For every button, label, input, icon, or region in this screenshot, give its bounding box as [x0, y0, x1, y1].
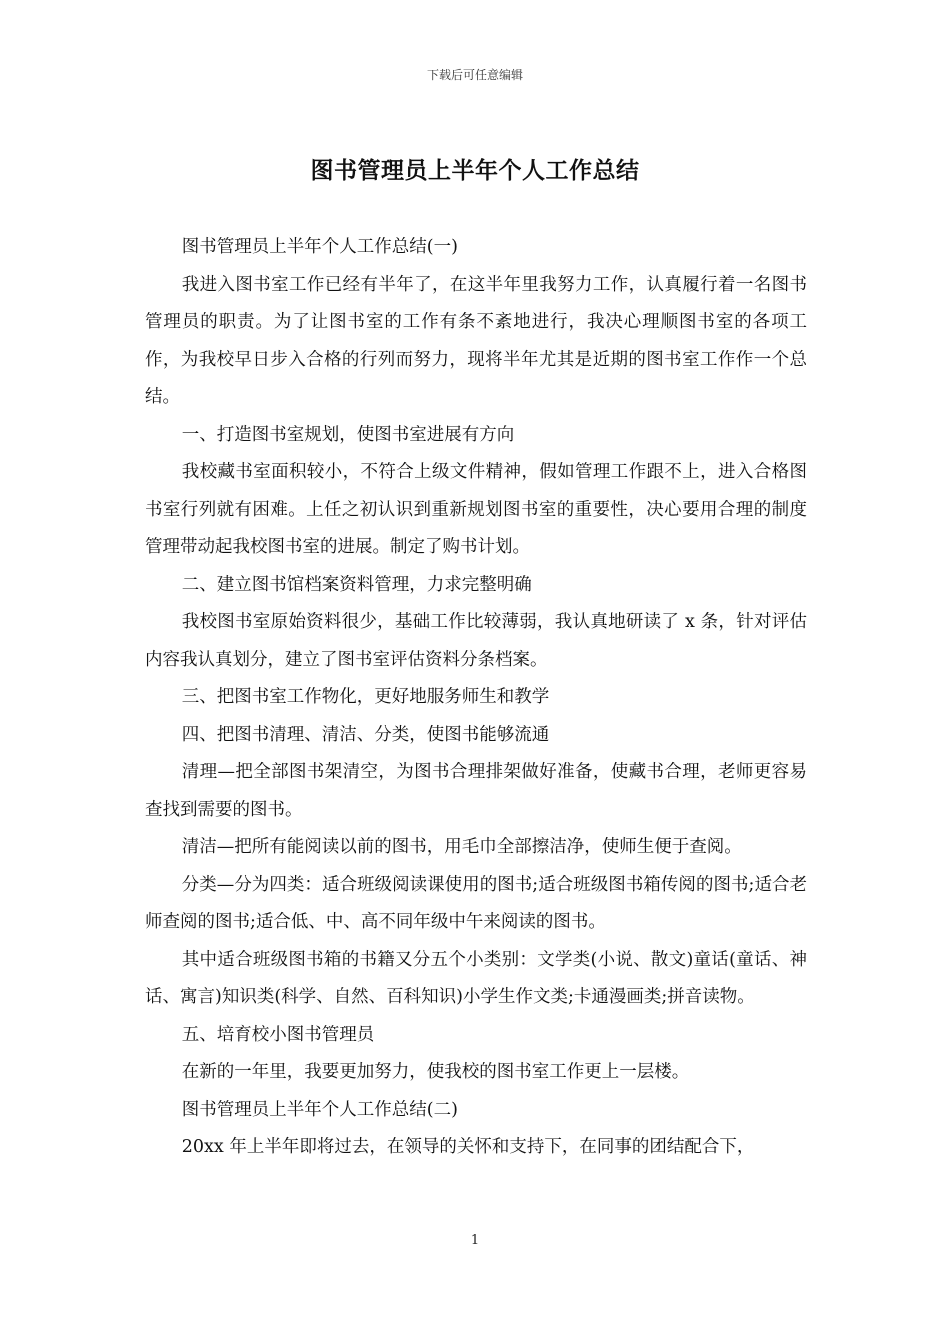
paragraph: 我校藏书室面积较小，不符合上级文件精神，假如管理工作跟不上，进入合格图书室行列就有困难。上任之初认识到重新规划图书室的重要性，决心要用合理的制度管理带动起我校图书室的进展。制定了购书计划。: [145, 462, 807, 557]
paragraph: 分类—分为四类：适合班级阅读课使用的图书;适合班级图书箱传阅的图书;适合老师查阅的图书;适合低、中、高不同年级中午来阅读的图书。: [145, 874, 807, 932]
section-heading: 二、建立图书馆档案资料管理，力求完整明确: [181, 574, 532, 595]
document-body: [145, 229, 807, 1167]
paragraph: 其中适合班级图书箱的书籍又分五个小类别：文学类(小说、散文)童话(童话、神话、寓言)知识类(科学、自然、百科知识)小学生作文类;卡通漫画类;拼音读物。: [145, 949, 807, 1007]
paragraph: 20xx 年上半年即将过去，在领导的关怀和支持下，在同事的团结配合下，: [181, 1137, 755, 1157]
paragraph: 在新的一年里，我要更加努力，使我校的图书室工作更上一层楼。: [181, 1062, 690, 1082]
section-heading: 三、把图书室工作物化，更好地服务师生和教学: [181, 687, 550, 707]
section-heading: 图书管理员上半年个人工作总结(二): [181, 1099, 458, 1120]
paragraph: 清洁—把所有能阅读以前的图书，用毛巾全部擦洁净，使师生便于查阅。: [181, 837, 742, 857]
paragraph: 清理—把全部图书架清空，为图书合理排架做好准备，使藏书合理，老师更容易查找到需要的图书。: [145, 762, 807, 820]
section-heading: 一、打造图书室规划，使图书室进展有方向: [181, 424, 515, 445]
paragraph: 我校图书室原始资料很少，基础工作比较薄弱，我认真地研读了 x 条，针对评估内容我认真划分，建立了图书室评估资料分条档案。: [145, 612, 807, 670]
header-note: 下载后可任意编辑: [426, 68, 523, 82]
paragraph: 我进入图书室工作已经有半年了，在这半年里我努力工作，认真履行着一名图书管理员的职责。为了让图书室的工作有条不紊地进行，我决心理顺图书室的各项工作，为我校早日步入合格的行列而努力，现将半年尤其是近期的图书室工作作一个总结。: [145, 274, 807, 407]
page-number: 1: [470, 1233, 480, 1248]
document-title: 图书管理员上半年个人工作总结: [310, 158, 640, 184]
section-heading: 四、把图书清理、清洁、分类，使图书能够流通: [181, 724, 550, 745]
section-heading: 五、培育校小图书管理员: [181, 1024, 375, 1045]
section-heading: 图书管理员上半年个人工作总结(一): [181, 237, 458, 257]
